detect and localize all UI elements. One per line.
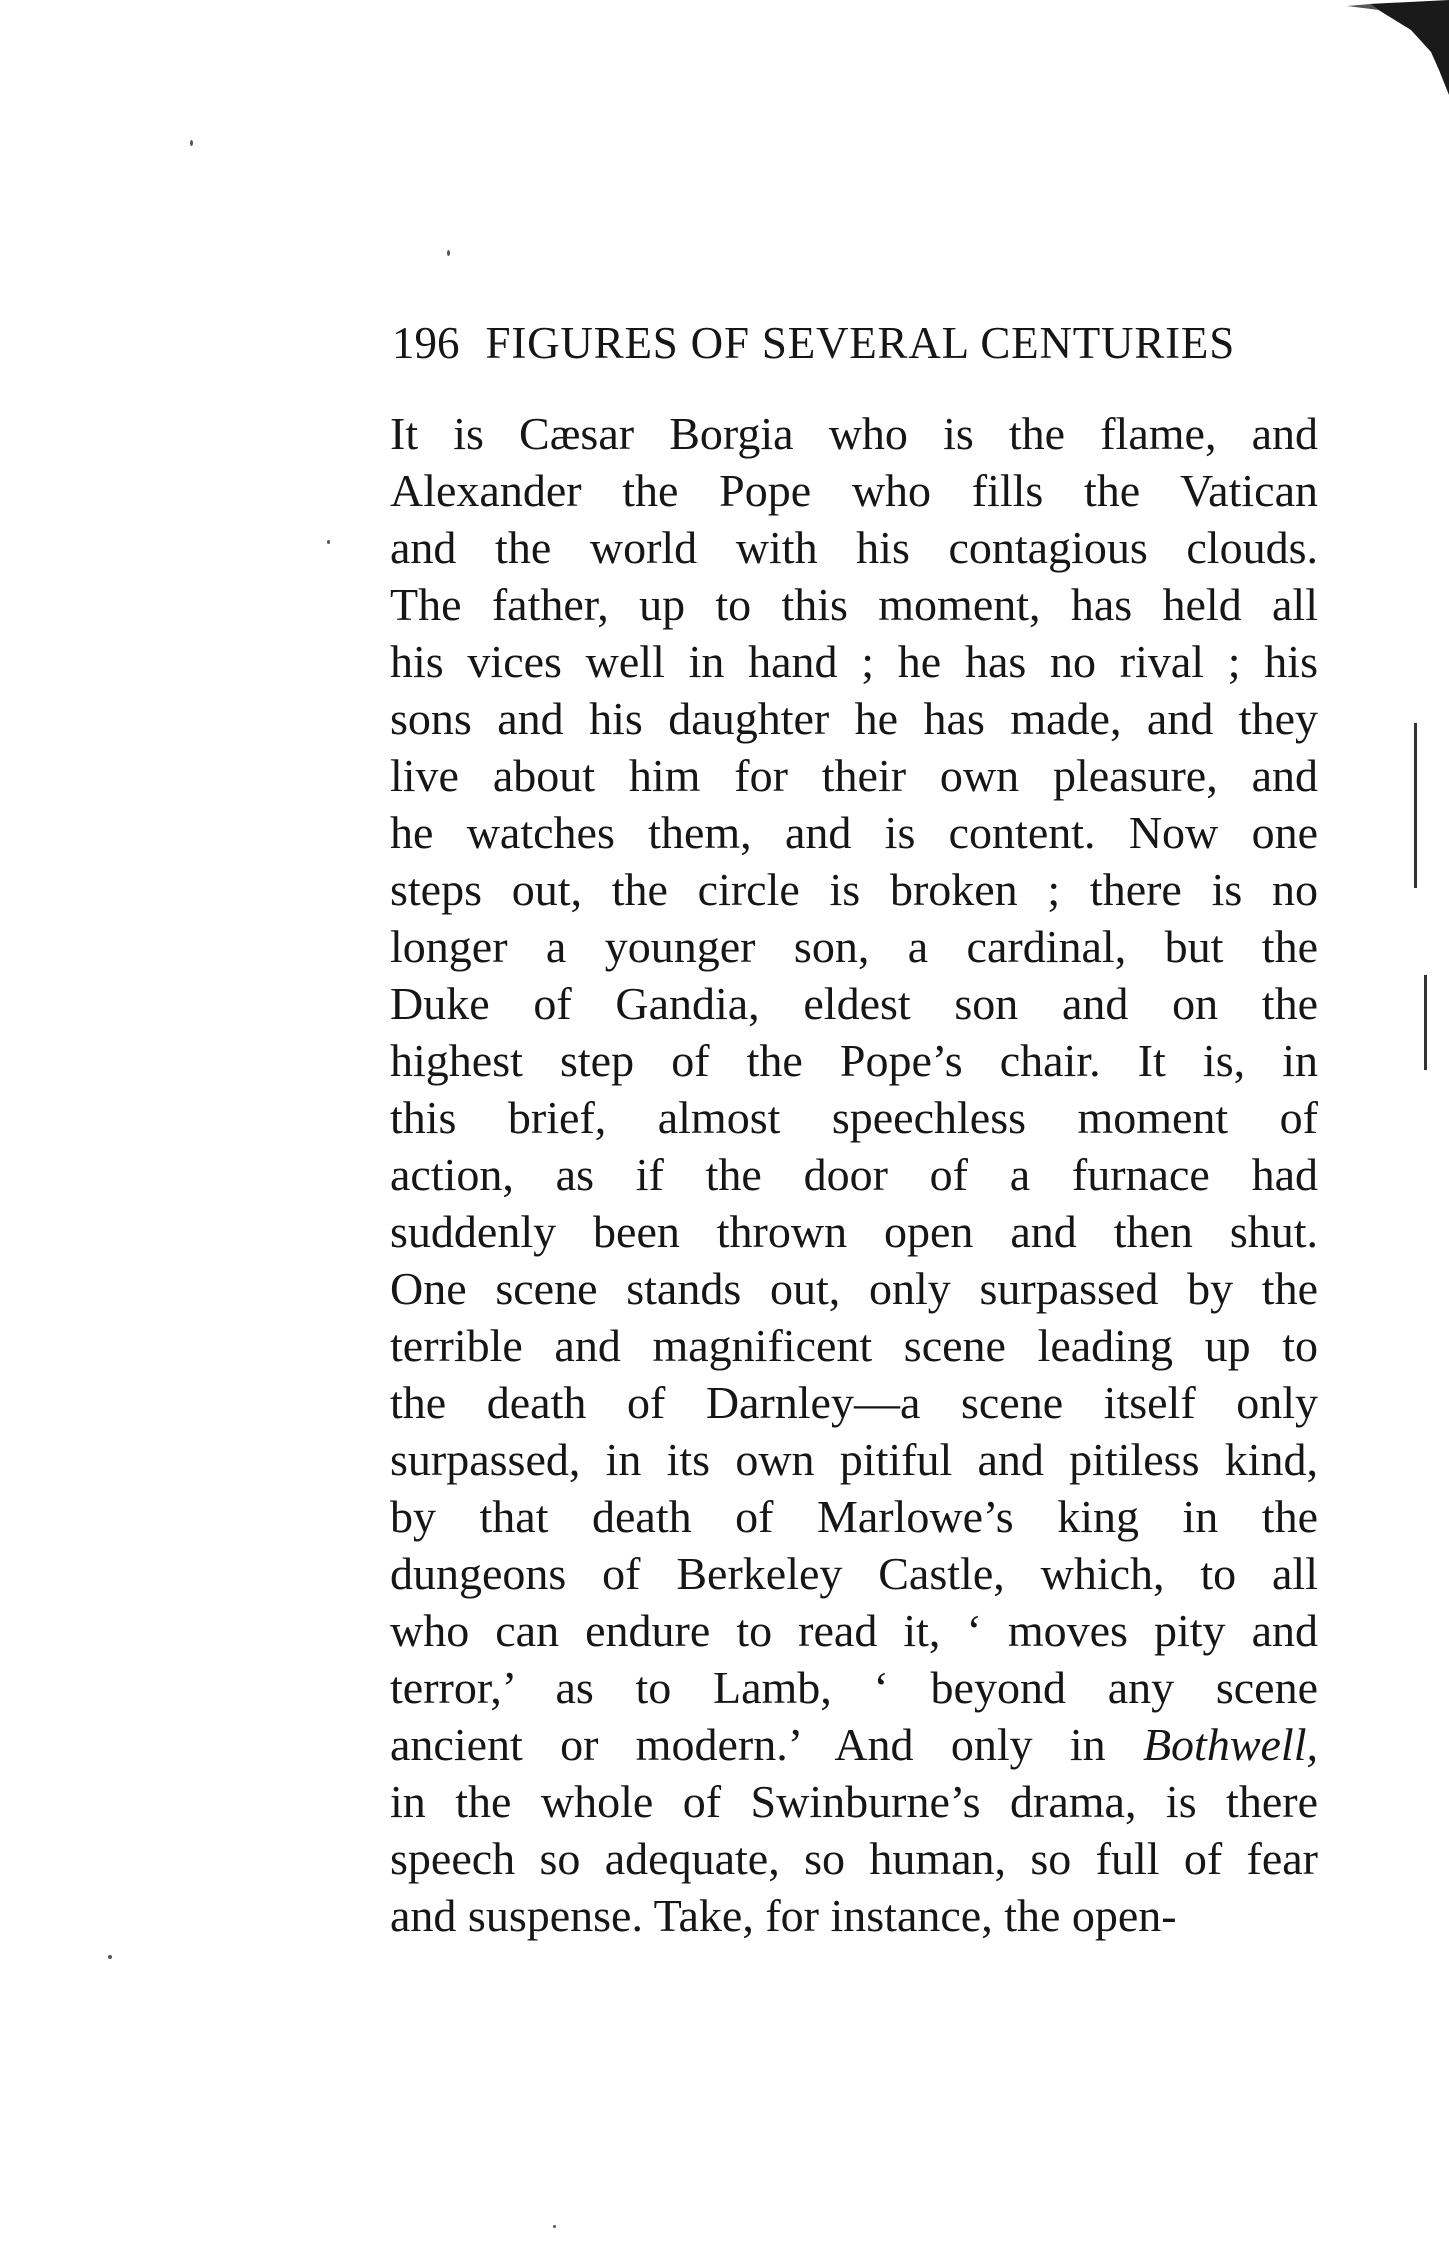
paper-speck xyxy=(447,250,450,256)
text-line: speech so adequate, so human, so full of fear xyxy=(390,1833,1318,1884)
text-line: in the whole of Swinburne’s drama, is there xyxy=(390,1776,1318,1827)
text-line: terror,’ as to Lamb, ‘ beyond any scene xyxy=(390,1662,1318,1713)
text-line: highest step of the Pope’s chair. It is, in xyxy=(390,1035,1318,1086)
page-number: 196 xyxy=(392,318,460,368)
text-line: by that death of Marlowe’s king in the xyxy=(390,1491,1318,1542)
body-text xyxy=(390,405,1318,1944)
text-line: he watches them, and is content. Now one xyxy=(390,807,1318,858)
text-line: It is Cæsar Borgia who is the flame, and xyxy=(390,408,1318,459)
text-line: who can endure to read it, ‘ moves pity and xyxy=(390,1605,1318,1656)
text-line: the death of Darnley—a scene itself only xyxy=(390,1377,1318,1428)
text-line: live about him for their own pleasure, and xyxy=(390,750,1318,801)
text-line xyxy=(390,1716,1318,1773)
text-line: his vices well in hand ; he has no rival ; his xyxy=(390,636,1318,687)
page-header xyxy=(392,318,1292,368)
text-line: Duke of Gandia, eldest son and on the xyxy=(390,978,1318,1029)
text-line: sons and his daughter he has made, and they xyxy=(390,693,1318,744)
text-line: this brief, almost speechless moment of xyxy=(390,1092,1318,1143)
text-line-roman: ancient or modern.’ And only in xyxy=(390,1719,1143,1770)
text-line: terrible and magnificent scene leading up to xyxy=(390,1320,1318,1371)
text-line: dungeons of Berkeley Castle, which, to all xyxy=(390,1548,1318,1599)
text-line: and the world with his contagious clouds. xyxy=(390,522,1318,573)
text-line-last: and suspense. Take, for instance, the open- xyxy=(390,1890,1177,1941)
margin-rule xyxy=(1424,975,1427,1070)
paper-speck xyxy=(108,1955,112,1959)
text-line: surpassed, in its own pitiful and pitiless kind, xyxy=(390,1434,1318,1485)
text-line: One scene stands out, only surpassed by the xyxy=(390,1263,1318,1314)
text-line: action, as if the door of a furnace had xyxy=(390,1149,1318,1200)
text-line: suddenly been thrown open and then shut. xyxy=(390,1206,1318,1257)
paper-speck xyxy=(553,2225,556,2228)
text-line: The father, up to this moment, has held all xyxy=(390,579,1318,630)
torn-corner-mark xyxy=(1339,0,1449,95)
italic-title-bothwell: Bothwell, xyxy=(1142,1719,1318,1770)
text-line: steps out, the circle is broken ; there is no xyxy=(390,864,1318,915)
margin-rule xyxy=(1414,723,1417,888)
text-line: Alexander the Pope who fills the Vatican xyxy=(390,465,1318,516)
paper-speck xyxy=(327,540,330,544)
paper-speck xyxy=(190,140,193,146)
text-line: longer a younger son, a cardinal, but the xyxy=(390,921,1318,972)
running-title: FIGURES OF SEVERAL CENTURIES xyxy=(485,318,1236,368)
